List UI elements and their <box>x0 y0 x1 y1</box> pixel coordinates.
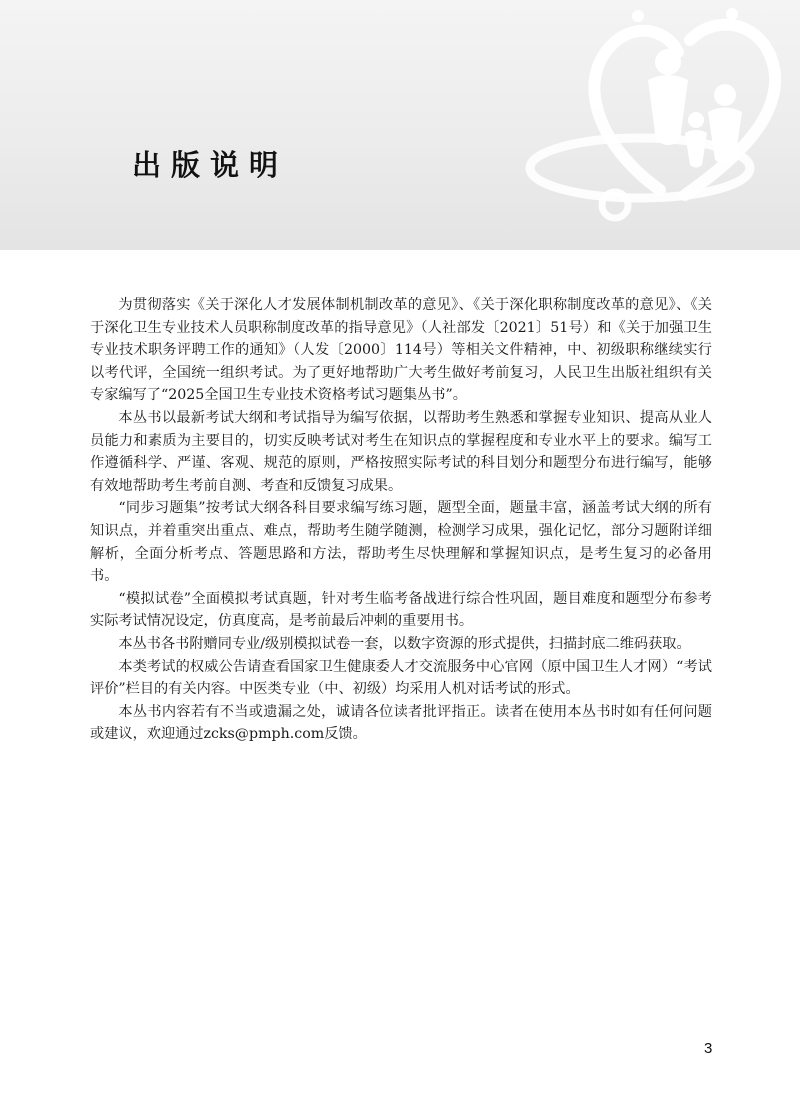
page-title: 出版说明 <box>132 148 289 182</box>
paragraph: “模拟试卷”全面模拟考试真题，针对考生临考备战进行综合性巩固，题目难度和题型分布参考实际考试情况设定，仿真度高，是考前最后冲刺的重要用书。 <box>90 590 712 630</box>
page-number: 3 <box>704 1040 713 1057</box>
paragraph: “同步习题集”按考试大纲各科目要求编写练习题，题型全面，题量丰富，涵盖考试大纲的所有知识点，并着重突出重点、难点，帮助考生随学随测，检测学习成果，强化记忆，部分习题附详细解析，全面分析考点、答题思路和方法，帮助考生尽快理解和掌握知识点，是考生复习的必备用书。 <box>90 500 712 585</box>
paragraph: 本丛书以最新考试大纲和考试指导为编写依据，以帮助考生熟悉和掌握专业知识、提高从业人员能力和素质为主要目的，切实反映考试对考生在知识点的掌握程度和专业水平上的要求。编写工作遵循科学、严谨、客观、规范的原则，严格按照实际考试的科目划分和题型分布进行编写，能够有效地帮助考生考前自测、考查和反馈复习成果。 <box>90 409 712 494</box>
paragraph: 本丛书内容若有不当或遗漏之处，诚请各位读者批评指正。读者在使用本丛书时如有任何问题或建议，欢迎通过zcks@pmph.com反馈。 <box>90 703 712 743</box>
paragraph: 本丛书各书附赠同专业/级别模拟试卷一套，以数字资源的形式提供，扫描封底二维码获取。 <box>118 635 691 652</box>
body-text <box>90 294 712 746</box>
stethoscope-heart-family-icon <box>520 0 800 250</box>
paragraph: 为贯彻落实《关于深化人才发展体制机制改革的意见》、《关于深化职称制度改革的意见》、《关于深化卫生专业技术人员职称制度改革的指导意见》（人社部发〔2021〕51号）和《关于加强卫生专业技术职务评聘工作的通知》（人发〔2000〕114号）等相关文件精神，中、初级职称继续实行以考代评，全国统一组织考试。为了更好地帮助广大考生做好考前复习，人民卫生出版社组织有关专家编写了“2025全国卫生专业技术资格考试习题集丛书”。 <box>90 297 712 404</box>
page-header <box>0 0 800 250</box>
paragraph: 本类考试的权威公告请查看国家卫生健康委人才交流服务中心官网（原中国卫生人才网）“考试评价”栏目的有关内容。中医类专业（中、初级）均采用人机对话考试的形式。 <box>90 658 712 698</box>
